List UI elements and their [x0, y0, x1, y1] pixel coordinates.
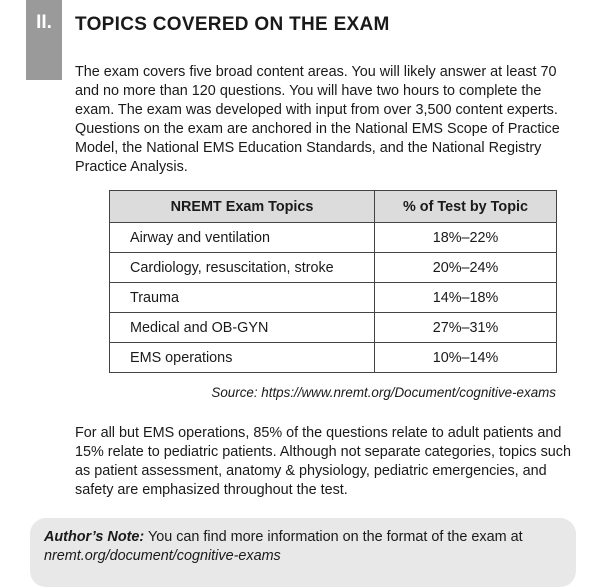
authors-note-box — [30, 518, 576, 587]
percent-cell: 20%–24% — [375, 253, 557, 283]
topic-cell: Cardiology, resuscitation, stroke — [110, 253, 375, 283]
topic-cell: EMS operations — [110, 343, 375, 373]
table-header-row — [110, 191, 557, 223]
header-topics: NREMT Exam Topics — [110, 191, 375, 223]
topic-cell: Airway and ventilation — [110, 223, 375, 253]
table-row — [110, 253, 557, 283]
authors-note-label: Author’s Note: — [44, 529, 145, 545]
section-title: TOPICS COVERED ON THE EXAM — [75, 14, 390, 35]
authors-note-link: nremt.org/document/cognitive-exams — [44, 548, 281, 564]
table-row — [110, 343, 557, 373]
exam-topics-table — [109, 190, 557, 373]
table-row — [110, 223, 557, 253]
section-number-badge: II. — [26, 0, 62, 80]
pediatric-paragraph: For all but EMS operations, 85% of the questions relate to adult patients and 15% relate to pediatric patients. Although not separate categories, topics such as patient assessment, anatomy & physiology, pediatric emergencies, and safety are emphasized throughout the test. — [75, 425, 571, 498]
table-row — [110, 283, 557, 313]
percent-cell: 14%–18% — [375, 283, 557, 313]
percent-cell: 18%–22% — [375, 223, 557, 253]
topic-cell: Medical and OB-GYN — [110, 313, 375, 343]
table-source-citation: Source: https://www.nremt.org/Document/cognitive-exams — [211, 385, 556, 400]
intro-paragraph: The exam covers five broad content areas. You will likely answer at least 70 and no more than 120 questions. You will have two hours to complete the exam. The exam was developed with input from over 3,500 content experts. Questions on the exam are anchored in the National EMS Scope of Practice Model, the National EMS Education Standards, and the National Registry Practice Analysis. — [75, 64, 560, 175]
percent-cell: 10%–14% — [375, 343, 557, 373]
authors-note-text: You can find more information on the format of the exam at — [144, 529, 523, 545]
table-row — [110, 313, 557, 343]
percent-cell: 27%–31% — [375, 313, 557, 343]
header-percent: % of Test by Topic — [375, 191, 557, 223]
topic-cell: Trauma — [110, 283, 375, 313]
